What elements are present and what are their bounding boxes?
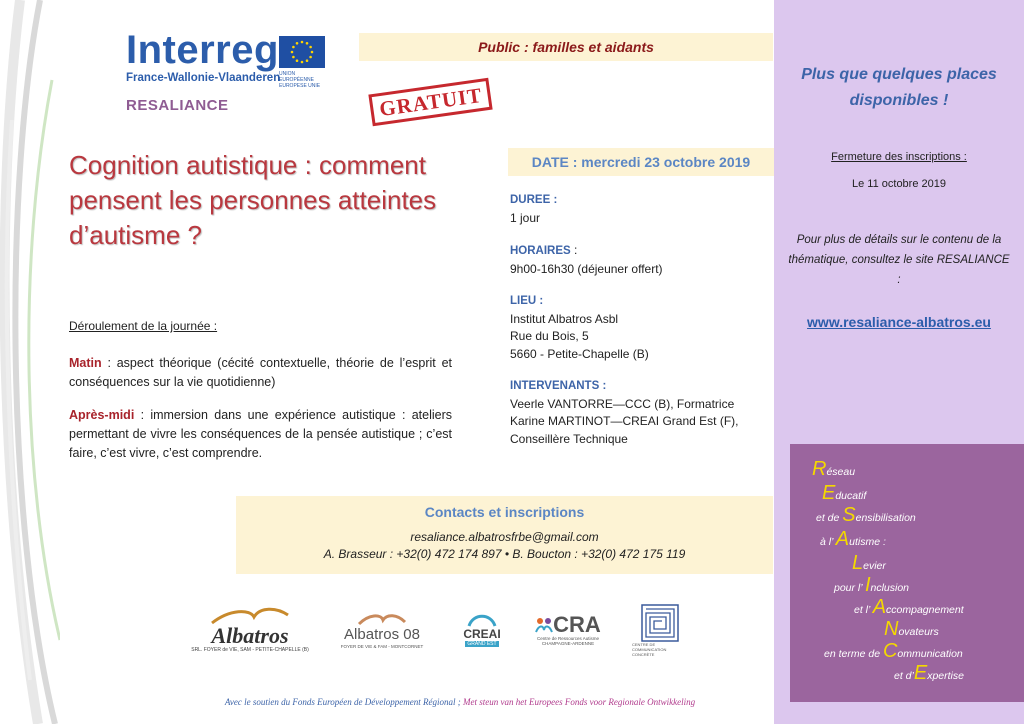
duration-block — [510, 192, 770, 227]
interreg-logo: Interreg — [126, 28, 279, 72]
project-name: RESALIANCE — [126, 97, 229, 114]
morning-paragraph — [69, 354, 452, 392]
ccc-sub: CENTRE DE COMMUNICATION CONCRÈTE — [632, 641, 667, 657]
audience-text: Public : familles et aidants — [478, 39, 654, 55]
speaker-line: Veerle VANTORRE—CCC (B), Formatrice — [510, 396, 735, 411]
website-link[interactable]: www.resaliance-albatros.eu — [807, 314, 991, 330]
location-label: LIEU : — [510, 295, 544, 307]
location-line: Rue du Bois, 5 — [510, 329, 589, 343]
albatros-srl-name: Albatros — [211, 623, 289, 648]
event-info — [510, 192, 770, 463]
location-block — [510, 293, 770, 363]
closing-label: Fermeture des inscriptions : — [831, 151, 967, 163]
afternoon-text: : immersion dans une expérience autistique : ateliers permettant de vivre les conséquences de la pensée autistique ; c’est faire, c’est vivre, c’est comprendre. — [69, 408, 452, 460]
wave-icon — [357, 612, 407, 626]
creai-logo — [452, 600, 512, 660]
contact-email[interactable]: resaliance.albatrosfrbe@gmail.com — [410, 530, 599, 544]
footer-fr: Avec le soutien du Fonds Européen de Développement Régional ; — [224, 697, 461, 707]
arc-icon — [467, 613, 497, 627]
albatros08-logo — [326, 600, 438, 660]
ccc-logo — [632, 600, 688, 660]
acronym-line: à l’ Autisme : — [820, 528, 886, 550]
decorative-swoosh — [0, 0, 60, 724]
speakers-label: INTERVENANTS : — [510, 380, 607, 392]
program-heading: Déroulement de la journée : — [69, 319, 218, 333]
free-stamp: GRATUIT — [368, 78, 493, 127]
places-line: Plus que quelques places — [801, 66, 997, 83]
date-banner — [508, 148, 774, 176]
acronym-box — [790, 444, 1024, 702]
schedule-label: HORAIRES — [510, 245, 571, 257]
funding-footer — [180, 697, 740, 707]
acronym-line: Réseau — [812, 458, 856, 480]
places-notice — [774, 62, 1024, 114]
cra-name: CRA — [553, 612, 601, 637]
albatros-srl-logo — [182, 600, 318, 660]
speakers-block — [510, 378, 770, 448]
creai-name: CREAI — [463, 627, 501, 641]
interreg-region-label: France-Wallonie-Vlaanderen — [126, 72, 281, 84]
afternoon-label: Après-midi — [69, 408, 135, 422]
speaker-line: Conseillère Technique — [510, 431, 628, 446]
creai-sub: GRAND EST — [467, 641, 497, 647]
morning-text: : aspect théorique (cécité contextuelle, théorie de l’esprit et conséquences sur la vie quotidienne) — [69, 356, 452, 389]
eu-label: UNION EUROPÉENNE EUROPESE UNIE — [279, 71, 321, 89]
contacts-title: Contacts et inscriptions — [424, 504, 585, 520]
schedule-separator: : — [570, 243, 578, 257]
contacts-box — [236, 496, 773, 574]
albatros08-name: Albatros 08 — [344, 625, 420, 643]
contact-phones: A. Brasseur : +32(0) 472 174 897 • B. Boucton : +32(0) 472 175 119 — [323, 547, 686, 561]
afternoon-paragraph — [69, 406, 452, 463]
closing-date: Le 11 octobre 2019 — [852, 178, 946, 190]
cra-mark — [535, 614, 601, 636]
maze-icon — [641, 604, 679, 642]
footer-nl: Met steun van het Europees Fonds voor Regionale Ontwikkeling — [460, 697, 696, 707]
acronym-line: Novateurs — [884, 618, 939, 640]
acronym-line: Levier — [852, 552, 886, 574]
acronym-line: en terme de Communication — [824, 640, 963, 662]
people-icon — [535, 616, 553, 634]
speaker-line: Karine MARTINOT—CREAI Grand Est (F), — [510, 414, 739, 428]
acronym-line: et de Sensibilisation — [816, 504, 916, 526]
audience-banner — [359, 33, 773, 61]
acronym-line: Educatif — [822, 482, 867, 504]
details-text: Pour plus de détails sur le contenu de la thématique, consultez le site RESALIANCE : — [788, 234, 1010, 286]
duration-label: DUREE : — [510, 194, 558, 206]
acronym-line: pour l’ Inclusion — [834, 574, 910, 596]
event-title: Cognition autistique : comment pensent les personnes atteintes d’autisme ? — [69, 150, 437, 250]
acronym-line: et d’Expertise — [894, 662, 964, 684]
schedule-block — [510, 242, 770, 278]
schedule-value: 9h00-16h30 (déjeuner offert) — [510, 261, 663, 276]
albatros08-sub: FOYER DE VIE & FAM - MONTCORNET — [340, 643, 424, 649]
duration-value: 1 jour — [510, 210, 541, 225]
location-line: 5660 - Petite-Chapelle (B) — [510, 346, 649, 361]
event-date: DATE : mercredi 23 octobre 2019 — [531, 154, 751, 170]
cra-logo — [518, 600, 618, 660]
cra-sub: Centre de Ressources Autisme CHAMPAGNE-ARDENNE — [536, 636, 600, 646]
albatros-srl-sub: SRL. FOYER de VIE, SAM - PETITE-CHAPELLE (B) — [191, 647, 309, 653]
places-line: disponibles ! — [849, 92, 949, 109]
eu-flag-icon — [279, 36, 325, 68]
acronym-line: et l’ Accompagnement — [854, 596, 964, 618]
location-line: Institut Albatros Asbl — [510, 311, 619, 326]
morning-label: Matin — [69, 356, 102, 370]
